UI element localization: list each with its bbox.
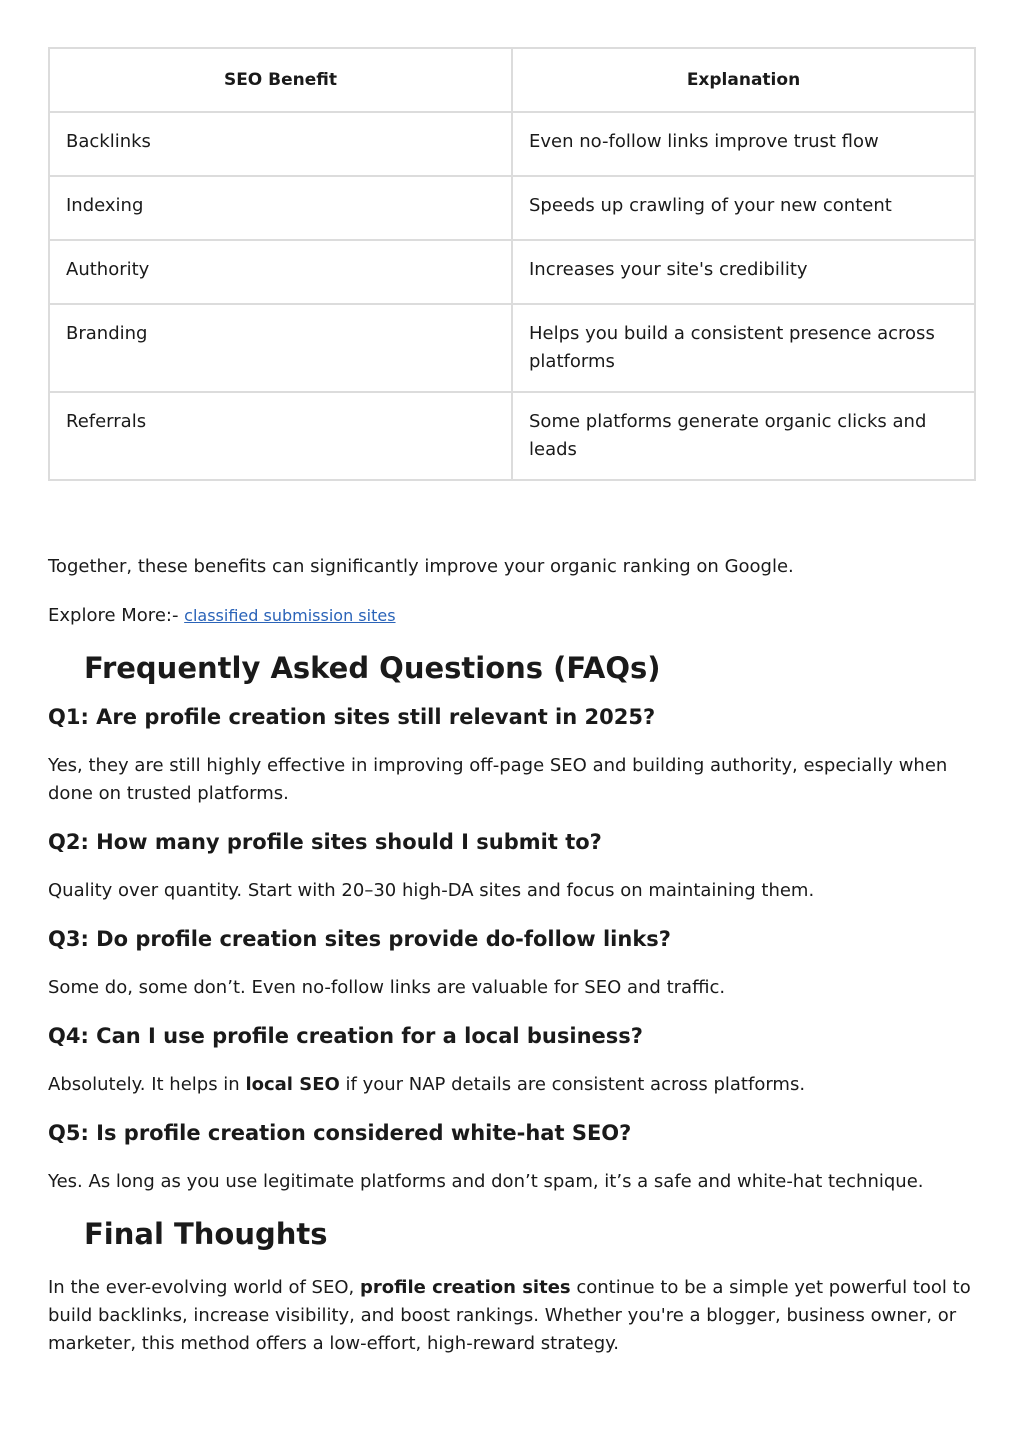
table-row (49, 240, 975, 304)
final-text: In the ever-evolving world of SEO, (48, 1277, 360, 1298)
explore-prefix: Explore More:- (48, 605, 185, 626)
faq-question: Q2: How many profile sites should I submit to? (48, 830, 602, 854)
table-cell-explanation: Speeds up crawling of your new content (512, 176, 975, 240)
table-cell-explanation: Helps you build a consistent presence across platforms (512, 304, 975, 392)
seo-benefits-table (48, 47, 976, 481)
faq-question: Q5: Is profile creation considered white-hat SEO? (48, 1121, 632, 1145)
table-cell-benefit: Backlinks (49, 112, 512, 176)
faq-answer: Some do, some don’t. Even no-follow links are valuable for SEO and traffic. (48, 977, 726, 998)
faq-answer (48, 1071, 976, 1099)
faq-answer: Yes. As long as you use legitimate platforms and don’t spam, it’s a safe and white-hat technique. (48, 1171, 924, 1192)
table-row (49, 112, 975, 176)
faq-question: Q3: Do profile creation sites provide do-follow links? (48, 927, 671, 951)
faq-heading: Frequently Asked Questions (FAQs) (84, 651, 661, 685)
table-cell-benefit: Branding (49, 304, 512, 392)
faq-answer-text: Absolutely. It helps in (48, 1074, 246, 1095)
table-cell-explanation: Increases your site's credibility (512, 240, 975, 304)
final-bold-term: profile creation sites (359, 1277, 571, 1298)
summary-paragraph: Together, these benefits can significantly improve your organic ranking on Google. (48, 556, 794, 577)
faq-answer: Yes, they are still highly effective in improving off-page SEO and building authority, especially when done on trusted platforms. (48, 755, 948, 804)
table-header-row (49, 48, 975, 112)
table-row (49, 176, 975, 240)
table-cell-explanation: Even no-follow links improve trust flow (512, 112, 975, 176)
faq-question: Q4: Can I use profile creation for a local business? (48, 1024, 643, 1048)
final-thoughts-heading: Final Thoughts (84, 1217, 328, 1251)
faq-answer-bold-term: local SEO (245, 1074, 340, 1095)
final-thoughts-paragraph (48, 1274, 976, 1358)
table-cell-explanation: Some platforms generate organic clicks and leads (512, 392, 975, 480)
table-cell-benefit: Indexing (49, 176, 512, 240)
faq-question: Q1: Are profile creation sites still relevant in 2025? (48, 705, 656, 729)
table-row (49, 304, 975, 392)
table-cell-benefit: Referrals (49, 392, 512, 480)
faq-answer-text: if your NAP details are consistent across platforms. (339, 1074, 806, 1095)
explore-more-line (48, 602, 976, 630)
final-text: continue to be a simple yet powerful tool to build backlinks, increase visibility, and boost rankings. Whether you're a blogger, business owner, or marketer, this method offers a low-effort, high-reward strategy. (48, 1277, 971, 1354)
table-header-explanation: Explanation (512, 48, 975, 112)
faq-answer: Quality over quantity. Start with 20–30 high-DA sites and focus on maintaining them. (48, 880, 815, 901)
table-row (49, 392, 975, 480)
table-cell-benefit: Authority (49, 240, 512, 304)
table-header-benefit: SEO Benefit (49, 48, 512, 112)
classified-submission-sites-link[interactable]: classified submission sites (184, 606, 396, 625)
article-body (48, 47, 976, 1358)
